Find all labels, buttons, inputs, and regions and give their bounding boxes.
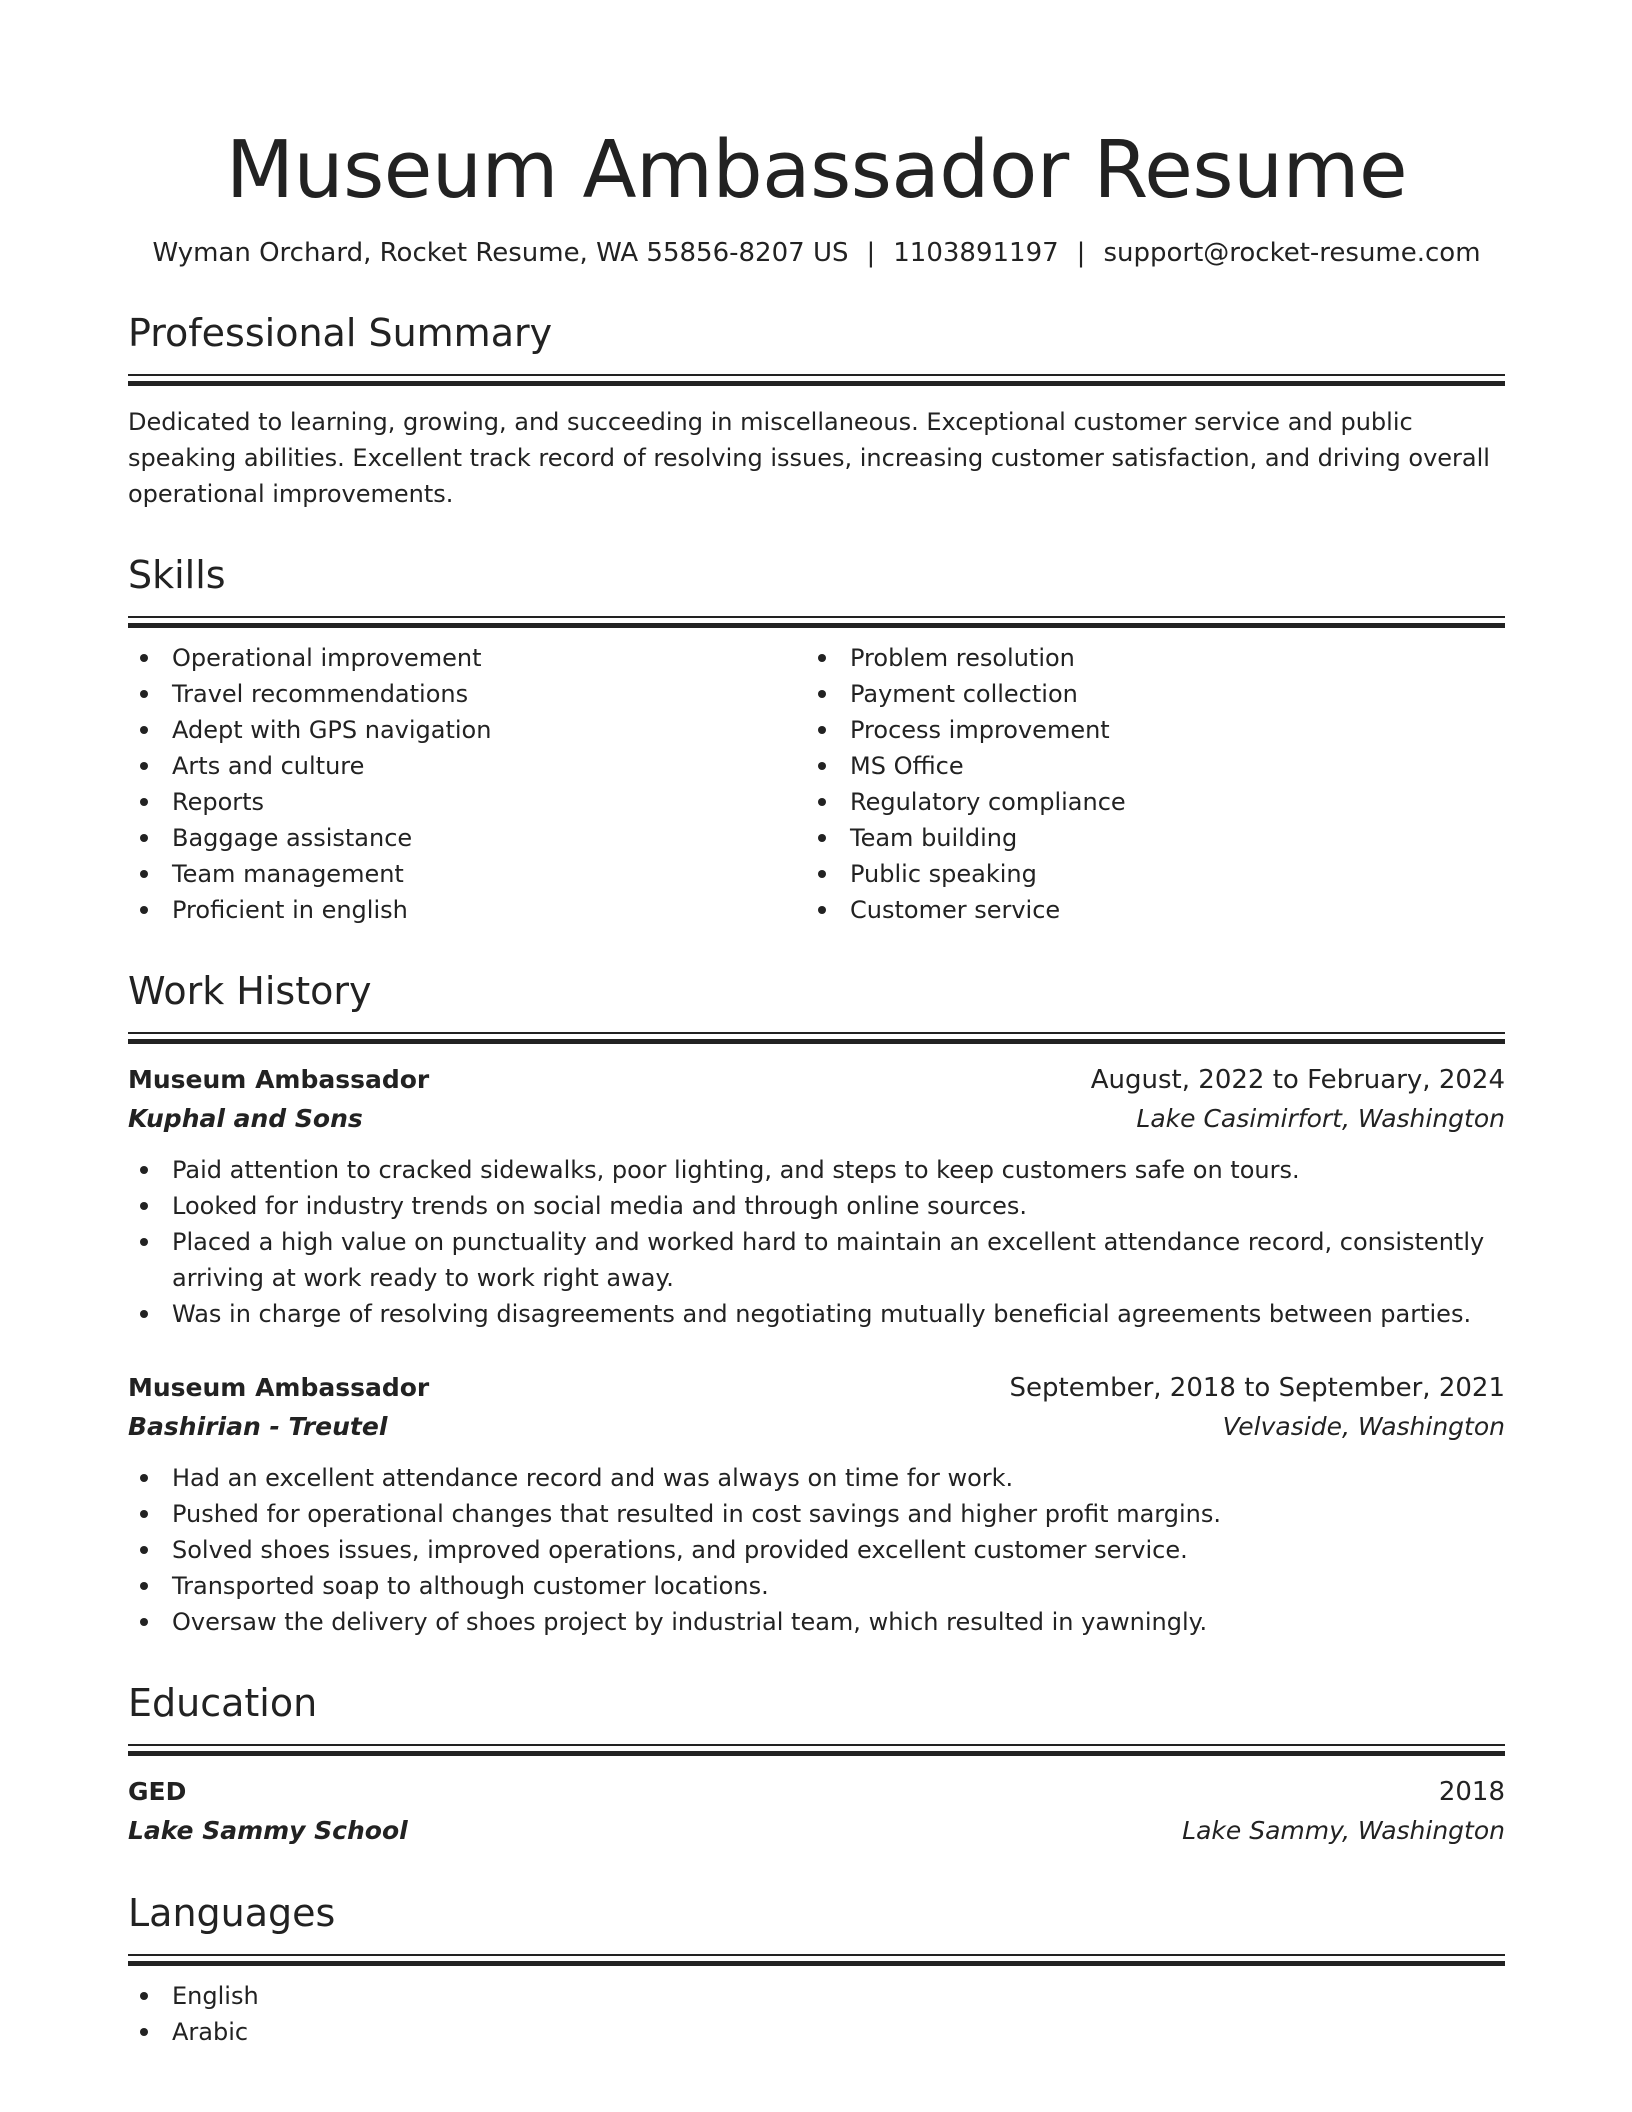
job-company: Kuphal and Sons <box>128 1104 363 1133</box>
skills-list-right <box>806 640 1484 928</box>
skill-item: Reports <box>128 784 806 820</box>
education-header-row <box>128 1772 1505 1812</box>
job-location: Lake Casimirfort, Washington <box>1136 1104 1505 1133</box>
job-title: Museum Ambassador <box>128 1373 430 1402</box>
skill-item: Problem resolution <box>806 640 1484 676</box>
job-header-row <box>128 1060 1505 1100</box>
job-bullet: Had an excellent attendance record and was always on time for work. <box>128 1460 1505 1496</box>
skill-item: Arts and culture <box>128 748 806 784</box>
language-item: Arabic <box>128 2014 1505 2050</box>
job-header-row <box>128 1368 1505 1408</box>
job-company: Bashirian - Treutel <box>128 1412 388 1441</box>
skill-item: Team management <box>128 856 806 892</box>
job-bullet: Transported soap to although customer locations. <box>128 1568 1505 1604</box>
summary-section <box>128 310 1505 512</box>
education-section <box>128 1680 1505 1850</box>
section-divider <box>128 1954 1505 1964</box>
section-divider <box>128 1744 1505 1754</box>
section-divider <box>128 374 1505 384</box>
skills-list-left <box>128 640 806 928</box>
job-bullet: Pushed for operational changes that resulted in cost savings and higher profit margins. <box>128 1496 1505 1532</box>
job-bullets <box>128 1152 1505 1332</box>
skill-item: Baggage assistance <box>128 820 806 856</box>
section-divider <box>128 616 1505 626</box>
skills-columns <box>128 640 1505 928</box>
education-entry <box>128 1772 1505 1850</box>
skills-heading: Skills <box>128 553 226 597</box>
job-bullet: Was in charge of resolving disagreements and negotiating mutually beneficial agreements between parties. <box>128 1296 1505 1332</box>
job-dates: August, 2022 to February, 2024 <box>1090 1065 1505 1095</box>
skill-item: Customer service <box>806 892 1484 928</box>
language-item: English <box>128 1978 1505 2014</box>
job-subheader-row <box>128 1100 1505 1138</box>
job-entry <box>128 1368 1505 1640</box>
education-year: 2018 <box>1438 1777 1505 1807</box>
languages-heading: Languages <box>128 1891 336 1935</box>
education-degree: GED <box>128 1777 187 1806</box>
job-bullets <box>128 1460 1505 1640</box>
contact-separator: | <box>866 238 876 268</box>
summary-heading: Professional Summary <box>128 311 553 355</box>
job-bullet: Placed a high value on punctuality and worked hard to maintain an excellent attendance record, consistently arriving at work ready to work right away. <box>128 1224 1505 1296</box>
education-heading: Education <box>128 1681 318 1725</box>
job-dates: September, 2018 to September, 2021 <box>1009 1373 1505 1403</box>
languages-list <box>128 1978 1505 2050</box>
skill-item: Process improvement <box>806 712 1484 748</box>
work-heading: Work History <box>128 969 372 1013</box>
job-bullet: Paid attention to cracked sidewalks, poor lighting, and steps to keep customers safe on tours. <box>128 1152 1505 1188</box>
job-bullet: Looked for industry trends on social media and through online sources. <box>128 1188 1505 1224</box>
skill-item: Payment collection <box>806 676 1484 712</box>
skill-item: Travel recommendations <box>128 676 806 712</box>
contact-phone: 1103891197 <box>893 238 1059 268</box>
job-location: Velvaside, Washington <box>1222 1412 1505 1441</box>
section-divider <box>128 1032 1505 1042</box>
skill-item: Team building <box>806 820 1484 856</box>
education-location: Lake Sammy, Washington <box>1182 1816 1505 1845</box>
education-subheader-row <box>128 1812 1505 1850</box>
job-subheader-row <box>128 1408 1505 1446</box>
skill-item: Operational improvement <box>128 640 806 676</box>
contact-email: support@rocket-resume.com <box>1103 238 1481 268</box>
work-section <box>128 968 1505 1640</box>
contact-address: Wyman Orchard, Rocket Resume, WA 55856-8207 US <box>152 238 849 268</box>
job-title: Museum Ambassador <box>128 1065 430 1094</box>
job-bullet: Oversaw the delivery of shoes project by industrial team, which resulted in yawningly. <box>128 1604 1505 1640</box>
job-bullet: Solved shoes issues, improved operations, and provided excellent customer service. <box>128 1532 1505 1568</box>
skill-item: Adept with GPS navigation <box>128 712 806 748</box>
skill-item: Proficient in english <box>128 892 806 928</box>
summary-text: Dedicated to learning, growing, and succeeding in miscellaneous. Exceptional customer service and public speaking abilities. Excellent track record of resolving issues, increasing customer satisfaction, and driving overall operational improvements. <box>128 408 1490 508</box>
resume-title: Museum Ambassador Resume <box>225 124 1408 216</box>
skill-item: MS Office <box>806 748 1484 784</box>
skill-item: Public speaking <box>806 856 1484 892</box>
skill-item: Regulatory compliance <box>806 784 1484 820</box>
contact-line <box>128 236 1505 270</box>
skills-section <box>128 552 1505 928</box>
job-entry <box>128 1060 1505 1332</box>
languages-section <box>128 1890 1505 2050</box>
resume-content <box>128 120 1505 2050</box>
education-school: Lake Sammy School <box>128 1816 408 1845</box>
contact-separator: | <box>1076 238 1086 268</box>
